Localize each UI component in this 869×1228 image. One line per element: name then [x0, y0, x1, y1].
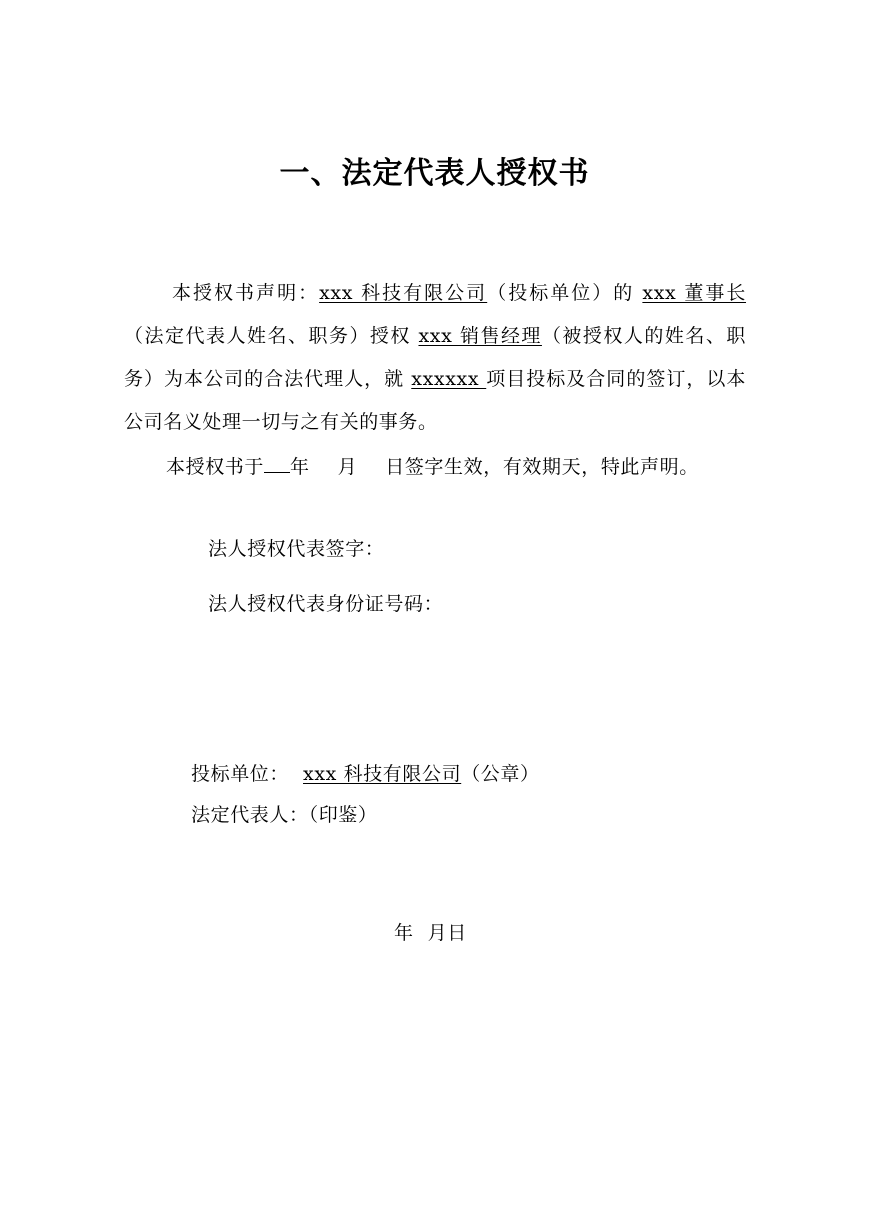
document-title: 一、法定代表人授权书 [279, 156, 590, 191]
validity-month: 月 [337, 456, 358, 478]
validity-statement [166, 446, 766, 489]
bid-unit-label: 投标单位： [191, 763, 290, 785]
year-blank [264, 454, 290, 473]
statement-lead: 本授权书声明： [172, 282, 320, 304]
date-year: 年 [394, 922, 414, 944]
validity-part4: 日签字生效，有效期天，特此声明。 [385, 456, 699, 478]
bid-unit-seal: （公章） [461, 763, 540, 785]
validity-part1: 本授权书于 [166, 456, 265, 478]
authorization-statement [124, 272, 746, 444]
legal-representative: xxx 董事长 [642, 282, 747, 304]
company-name: xxx 科技有限公司 [319, 282, 488, 304]
representative-note: （法定代表人姓名、职务）授权 [124, 325, 419, 347]
id-number-label: 法人授权代表身份证号码： [208, 593, 444, 615]
project-name: xxxxxx [411, 368, 487, 390]
authorized-agent: xxx 销售经理 [418, 325, 542, 347]
bid-unit-value: xxx 科技有限公司 [303, 763, 462, 785]
date-line [394, 918, 467, 945]
company-note: （投标单位）的 [487, 282, 643, 304]
signature-label: 法人授权代表签字： [208, 538, 385, 560]
statement-tail: 项目投标及合同的签订，以本公司名义处理一切与之有关的事务。 [124, 368, 746, 433]
date-month-day: 月日 [427, 922, 467, 944]
bid-unit-line [191, 759, 540, 786]
legal-representative-line: 法定代表人：（印鉴） [191, 804, 378, 826]
agent-note: （被授权人的姓名、职务）为本公司的合法代理人，就 [124, 325, 746, 390]
validity-year: 年 [290, 456, 310, 478]
